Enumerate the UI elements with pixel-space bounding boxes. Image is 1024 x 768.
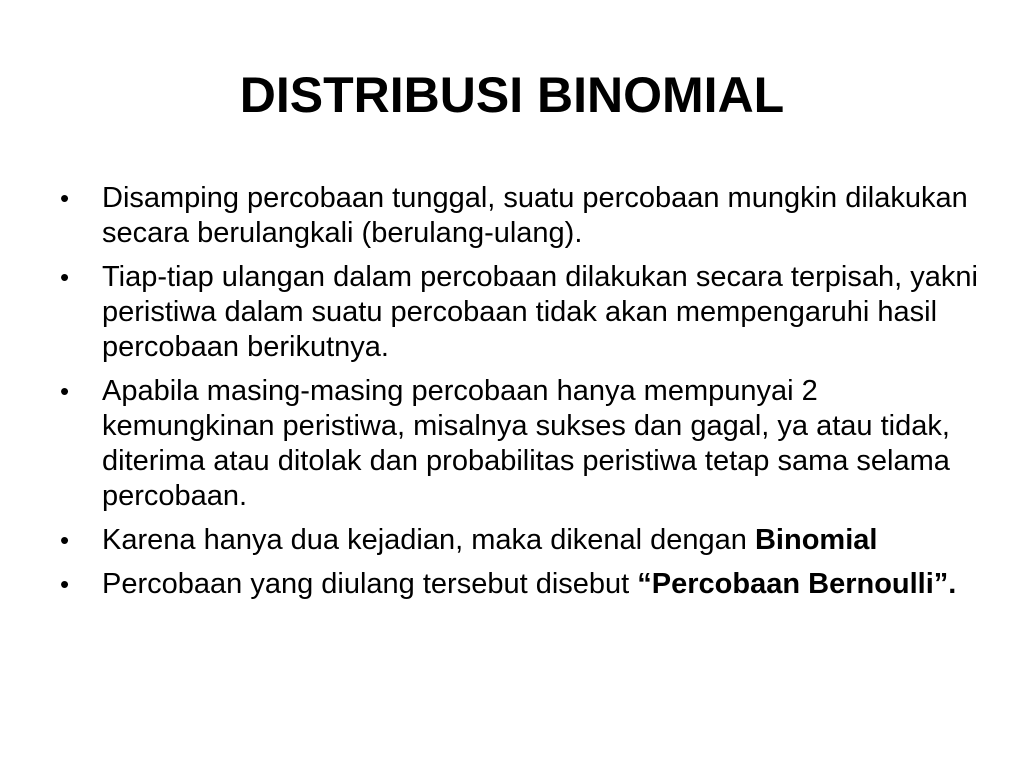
bullet-bold-text: Binomial bbox=[754, 524, 878, 556]
bullet-text: Karena hanya dua kejadian, maka dikenal dengan bbox=[102, 524, 755, 556]
bullet-item bbox=[58, 523, 988, 558]
bullet-item bbox=[58, 567, 988, 602]
bullet-icon: • bbox=[60, 183, 70, 213]
bullet-item bbox=[58, 374, 988, 514]
bullet-text: Disamping percobaan tunggal, suatu percobaan mungkin dilakukan secara berulangkali (berulang-ulang). bbox=[102, 182, 968, 249]
bullet-icon: • bbox=[60, 376, 70, 406]
bullet-list bbox=[58, 181, 988, 611]
bullet-icon: • bbox=[60, 569, 70, 599]
bullet-text: Apabila masing-masing percobaan hanya mempunyai 2 kemungkinan peristiwa, misalnya sukses dan gagal, ya atau tidak, diterima atau ditolak dan probabilitas peristiwa tetap sama selama percobaan. bbox=[102, 375, 950, 512]
bullet-item bbox=[58, 181, 988, 251]
bullet-icon: • bbox=[60, 262, 70, 292]
bullet-text: Percobaan yang diulang tersebut disebut bbox=[102, 568, 638, 600]
bullet-item bbox=[58, 260, 988, 365]
slide-title: DISTRIBUSI BINOMIAL bbox=[239, 67, 785, 123]
bullet-text: Tiap-tiap ulangan dalam percobaan dilakukan secara terpisah, yakni peristiwa dalam suatu percobaan tidak akan mempengaruhi hasil percobaan berikutnya. bbox=[102, 261, 978, 363]
bullet-bold-text: “Percobaan Bernoulli”. bbox=[637, 568, 957, 600]
bullet-icon: • bbox=[60, 525, 70, 555]
